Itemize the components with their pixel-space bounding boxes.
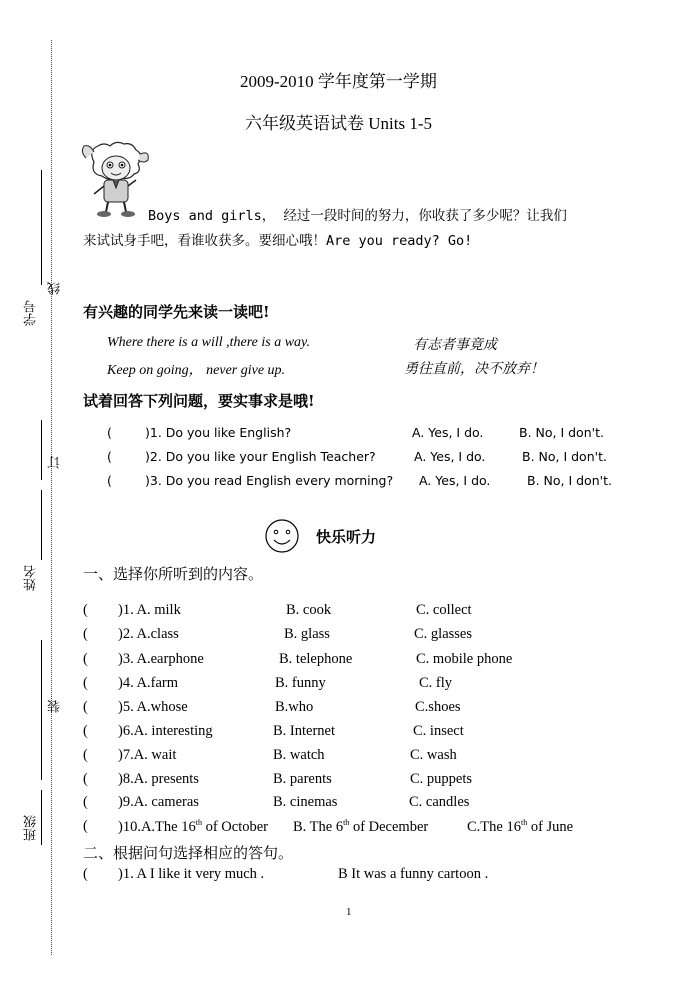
listen-7-option-c: C. wash [410, 747, 457, 763]
question-1-paren: ( [107, 425, 112, 440]
section-2-heading: 二、根据问句选择相应的答句。 [83, 846, 294, 862]
sheep-mascot-illustration [80, 140, 152, 220]
label-student-number: 学号 [24, 300, 39, 326]
question-2-text: )2. Do you like your English Teacher? [145, 449, 376, 464]
listen-5-paren: ( [83, 699, 88, 715]
label-binding-ding: 订 [48, 456, 63, 469]
listen-3-option-b: B. telephone [279, 651, 353, 667]
label-name: 姓名 [24, 565, 39, 591]
listen-10-paren: ( [83, 818, 88, 834]
intro-line-2: 来试试身手吧，看谁收获多。要细心哦！Are you ready? Go! [83, 233, 473, 249]
listen-4-option-c: C. fly [419, 675, 453, 691]
listen-6-option-c: C. insect [413, 723, 464, 739]
listen-10-option-a: )10.A.The 16th of October [118, 818, 268, 835]
listen-6-option-a: )6.A. interesting [118, 723, 213, 739]
section-1-heading: 一、选择你所听到的内容。 [83, 567, 264, 583]
listen-6-option-b: B. Internet [273, 723, 336, 739]
question-1-option-b: B. No, I don't. [519, 425, 604, 440]
listen-5-option-c: C.shoes [415, 699, 461, 715]
listen-7-option-b: B. watch [273, 747, 325, 763]
question-1-text: )1. Do you like English? [145, 425, 292, 440]
listen-7-option-a: )7.A. wait [118, 747, 177, 763]
reading-heading: 有兴趣的同学先来读一读吧! [83, 303, 270, 321]
section-2-item-1-option-b: B It was a funny cartoon . [338, 866, 489, 882]
proverb-1-cn: 有志者事竟成 [413, 338, 497, 353]
listen-4-option-b: B. funny [275, 675, 326, 691]
proverb-2-cn: 勇往直前，决不放弃！ [404, 362, 544, 377]
listen-2-paren: ( [83, 626, 88, 642]
listen-10-option-c: C.The 16th of June [467, 818, 574, 835]
listen-8-option-c: C. puppets [410, 771, 473, 787]
question-1-option-a: A. Yes, I do. [412, 425, 484, 440]
listen-8-option-a: )8.A. presents [118, 771, 199, 787]
listening-title: 快乐听力 [316, 528, 377, 546]
smiley-face-icon [264, 518, 300, 554]
listen-9-option-a: )9.A. cameras [118, 794, 199, 810]
student-number-blank [41, 170, 42, 285]
blank-line-2 [41, 420, 42, 480]
name-blank [41, 490, 42, 560]
listen-1-option-b: B. cook [286, 602, 332, 618]
question-2-option-b: B. No, I don't. [522, 449, 607, 464]
listen-2-option-a: )2. A.class [118, 626, 179, 642]
question-3-paren: ( [107, 473, 112, 488]
label-binding-zhuang: 装 [48, 700, 63, 713]
section-2-item-1-paren: ( [83, 866, 88, 882]
listen-9-option-c: C. candles [409, 794, 470, 810]
listen-2-option-b: B. glass [284, 626, 330, 642]
proverb-2-en: Keep on going， never give up. [107, 363, 286, 378]
proverb-1-en: Where there is a will ,there is a way. [107, 335, 310, 350]
listen-4-paren: ( [83, 675, 88, 691]
listen-3-option-c: C. mobile phone [416, 651, 513, 667]
listen-2-option-c: C. glasses [414, 626, 472, 642]
listen-10-option-b: B. The 6th of December [293, 818, 429, 835]
listen-5-option-a: )5. A.whose [118, 699, 188, 715]
listen-9-paren: ( [83, 794, 88, 810]
section-2-item-1-option-a: )1. A I like it very much . [118, 866, 265, 882]
listen-4-option-a: )4. A.farm [118, 675, 178, 691]
listen-6-paren: ( [83, 723, 88, 739]
label-class: 班级 [24, 815, 39, 841]
questions-heading: 试着回答下列问题，要实事求是哦! [83, 392, 315, 410]
intro-line-1: Boys and girls， 经过一段时间的努力，你收获了多少呢？让我们 [148, 208, 567, 224]
listen-1-option-c: C. collect [416, 602, 472, 618]
listen-3-paren: ( [83, 651, 88, 667]
blank-line-3 [41, 640, 42, 780]
page-number: 1 [346, 906, 352, 918]
listen-9-option-b: B. cinemas [273, 794, 338, 810]
listen-3-option-a: )3. A.earphone [118, 651, 204, 667]
listen-8-option-b: B. parents [273, 771, 332, 787]
listen-8-paren: ( [83, 771, 88, 787]
listen-1-paren: ( [83, 602, 88, 618]
listen-1-option-a: )1. A. milk [118, 602, 181, 618]
label-cut-line: 线 [48, 282, 63, 295]
question-3-text: )3. Do you read English every morning? [145, 473, 394, 488]
binding-dotted-line [51, 40, 52, 955]
question-2-paren: ( [107, 449, 112, 464]
question-3-option-a: A. Yes, I do. [419, 473, 491, 488]
question-3-option-b: B. No, I don't. [527, 473, 612, 488]
listen-7-paren: ( [83, 747, 88, 763]
question-2-option-a: A. Yes, I do. [414, 449, 486, 464]
title-year: 2009-2010 学年度第一学期 [240, 72, 437, 91]
class-blank [41, 790, 42, 845]
title-exam: 六年级英语试卷 Units 1-5 [245, 114, 432, 133]
listen-5-option-b: B.who [275, 699, 314, 715]
